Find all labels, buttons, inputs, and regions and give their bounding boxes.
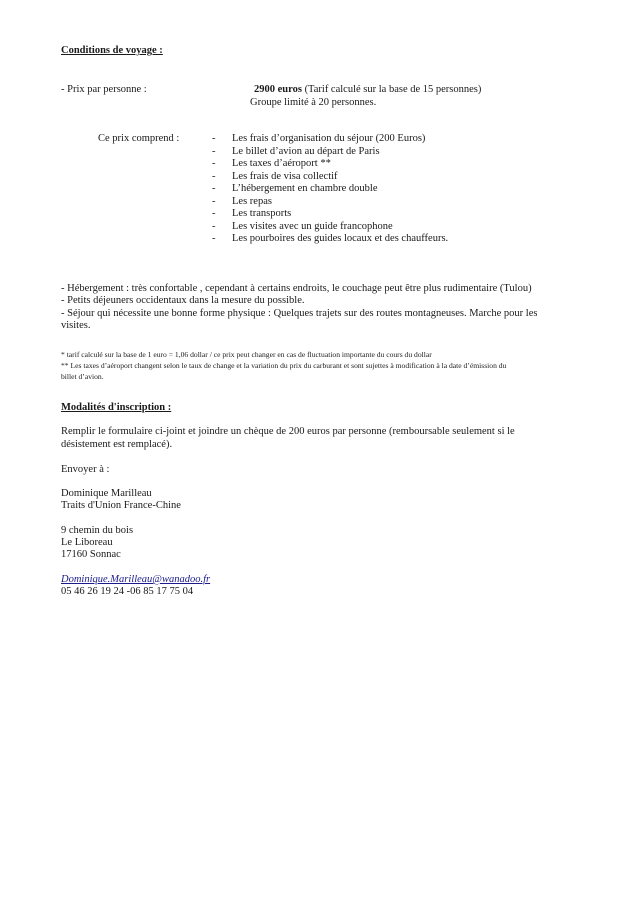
- footnote-taxes-cont: billet d’avion.: [61, 372, 104, 381]
- footnote-taxes: ** Les taxes d’aéroport changent selon le taux de change et la variation du prix du carburant et sont sujettes à modification à la date d’émission du: [61, 361, 507, 370]
- contact-organization: Traits d'Union France-Chine: [61, 500, 181, 511]
- list-item: - Les transports: [212, 208, 292, 219]
- list-item: - Les visites avec un guide francophone: [212, 221, 393, 232]
- price-line: [254, 84, 481, 97]
- group-limit: Groupe limité à 20 personnes.: [250, 97, 377, 108]
- conditions-heading: Conditions de voyage :: [61, 45, 163, 56]
- note-breakfast: - Petits déjeuners occidentaux dans la mesure du possible.: [61, 295, 305, 306]
- contact-name: Dominique Marilleau: [61, 488, 152, 499]
- note-fitness: - Séjour qui nécessite une bonne forme physique : Quelques trajets sur des routes montagneuses. Marche pour les: [61, 308, 538, 319]
- registration-heading: Modalités d'inscription :: [61, 402, 172, 413]
- list-item: - Les repas: [212, 196, 272, 207]
- list-item: - Les frais d’organisation du séjour (200 Euros): [212, 133, 426, 144]
- note-accommodation: - Hébergement : très confortable , cependant à certains endroits, le couchage peut être plus rudimentaire (Tulou): [61, 283, 532, 294]
- registration-instructions: Remplir le formulaire ci-joint et joindre un chèque de 200 euros par personne (remboursable seulement si le: [61, 426, 515, 437]
- send-to-label: Envoyer à :: [61, 464, 110, 475]
- list-item: - Les frais de visa collectif: [212, 171, 338, 182]
- list-item: - Les pourboires des guides locaux et des chauffeurs.: [212, 233, 449, 244]
- footnote-rate: * tarif calculé sur la base de 1 euro = 1,06 dollar / ce prix peut changer en cas de fluctuation importante du cours du dollar: [61, 350, 432, 359]
- registration-instructions-cont: désistement est remplacé).: [61, 439, 173, 450]
- price-amount: 2900 euros: [254, 84, 302, 95]
- address-line: 17160 Sonnac: [61, 549, 121, 560]
- address-line: 9 chemin du bois: [61, 525, 134, 536]
- list-item: - L’hébergement en chambre double: [212, 183, 378, 194]
- email-link[interactable]: Dominique.Marilleau@wanadoo.fr: [61, 574, 211, 585]
- list-item: - Le billet d’avion au départ de Paris: [212, 146, 380, 157]
- price-label: - Prix par personne :: [61, 84, 147, 95]
- phone-numbers: 05 46 26 19 24 -06 85 17 75 04: [61, 586, 194, 597]
- price-note: (Tarif calculé sur la base de 15 personnes): [304, 84, 482, 95]
- includes-label: Ce prix comprend :: [98, 133, 180, 144]
- address-line: Le Liboreau: [61, 537, 113, 548]
- note-fitness-cont: visites.: [61, 320, 91, 331]
- list-item: - Les taxes d’aéroport **: [212, 158, 331, 169]
